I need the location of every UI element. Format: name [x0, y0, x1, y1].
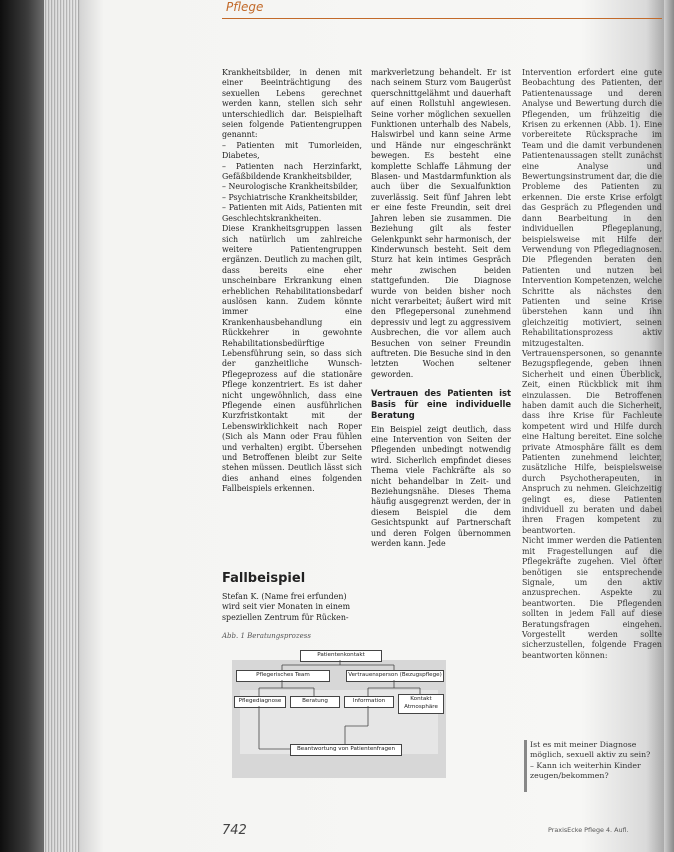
figure-diagram: [232, 646, 446, 781]
list-item: – Psychiatrische Krankheitsbilder,: [222, 192, 358, 202]
diagram-top-box: Patientenkontakt: [300, 650, 382, 662]
diagram-bottom-box: Beantwortung von Patientenfragen: [290, 744, 402, 756]
header-rule: [222, 4, 662, 19]
diagram-box: Information: [344, 696, 394, 708]
paragraph: Ein Beispiel zeigt deutlich, dass eine Intervention von Seiten der Pflegenden unbedingt notwendig wird. Sicherlich empfindet dieses Thema viele Fachkräfte als so nicht behandelbar in Zeit- und Beziehungsnähe. Dieses Thema häufig ausgegrenzt werden, der in diesem Beispiel die dem Gesichtspunkt auf Partnerschaft und deren Folgen übernommen werden kann. Jede: [371, 424, 511, 549]
question-box: [530, 740, 666, 782]
list-item: – Patienten mit Aids, Patienten mit Geschlechtskrankheiten.: [222, 203, 362, 223]
column-3: [522, 68, 662, 661]
fallbeispiel-heading: Fallbeispiel: [222, 571, 306, 586]
paragraph: Vertrauenspersonen, so genannte Bezugspflegende, geben ihnen Sicherheit und einen Überblick, Zeit, einen Rückblick mit ihm einzulassen. Die Betroffenen haben damit auch die Sicherheit, dass ihre Krise für Fachleute kompetent wird und Hilfe durch eine Haltung bereitet. Eine solche private Atmosphäre fällt es dem Patienten zunehmend leichter, zusätzliche Hilfe, beispielsweise durch Psychotherapeuten, in Anspruch zu nehmen. Gleichzeitig gelingt es, diese Patienten individuell zu beraten und dabei ihren Fragen kompetent zu beantworten.: [522, 348, 662, 535]
diagram-box: Beratung: [290, 696, 340, 708]
footer-text: PraxisEcke Pflege 4. Aufl.: [548, 826, 629, 834]
column-2: [371, 68, 511, 549]
page-number: 742: [222, 823, 247, 838]
paragraph: Intervention erfordert eine gute Beobachtung des Patienten, der Patientenaussage und deren Analyse und Bewertung durch die Pflegenden, um frühzeitig die Krisen zu erkennen (Abb. 1). Eine vorbereitete Rücksprache im Team und die damit verbundenen Patientenaussagen stellt zunächst eine Analyse und Bewertungsinstrument dar, die die Probleme des Patienten zu erkennen. Die erste Krise erfolgt das Gespräch zu Pflegenden und dann Bearbeitung in den individuellen Pflegeplanung, beispielsweise mit Hilfe der Verwendung von Pflegediagnosen. Die Pflegenden beraten den Patienten und nutzen bei Intervention Kompetenzen, welche Schritte als nächstes den Patienten und seine Krise überstehen kann und ihn gleichzeitig motiviert, seinen Rehabilitationsprozess aktiv mitzugestalten.: [522, 68, 662, 348]
figure-caption: Abb. 1 Beratungsprozess: [222, 632, 311, 640]
paragraph: Nicht immer werden die Patienten mit Fragestellungen auf die Pflegekräfte zugehen. Viel öfter benötigen sie entsprechende Signale, um den aktiv anzusprechen. Aspekte zu beantworten. Die Pflegenden sollten in jedem Fall auf diese Beratungsfragen eingehen. Vorgestellt werden sollte sicherzustellen, folgende Fragen beantworten können:: [522, 536, 662, 660]
diagram-left-group: Pflegerisches Team: [236, 670, 330, 682]
question: Ist es mit meiner Diagnose möglich, sexuell aktiv zu sein?: [530, 740, 651, 760]
question-box-bar: [524, 740, 527, 792]
paragraph: Krankheitsbilder, in denen mit einer Beeinträchtigung des sexuellen Lebens gerechnet werden kann, stellen sich sehr unterschiedlich dar. Beispielhaft seien folgende Patientengruppen genannt:: [222, 68, 362, 140]
diagram-right-group: Vertrauensperson (Bezugspflege): [346, 670, 444, 682]
fallbeispiel-text: Stefan K. (Name frei erfunden) wird seit vier Monaten in einem speziellen Zentrum für Rücken-: [222, 592, 351, 622]
subheading: Vertrauen des Patienten ist Basis für eine individuelle Beratung: [371, 388, 511, 420]
diagram-connectors: [232, 646, 446, 781]
paragraph: markverletzung behandelt. Er ist nach seinem Sturz vom Baugerüst querschnittgelähmt und dauerhaft auf einen Rollstuhl angewiesen. Seine vorher möglichen sexuellen Funktionen unterhalb des Nabels, Halswirbel und kann seine Arme und Hände nur eingeschränkt bewegen. Es besteht eine komplette Schlaffe Lähmung der Blasen- und Mastdarmfunktion als auch über die Sexualfunktion zuverlässig. Seit fünf Jahren lebt er eine feste Freundin, seit drei Jahren leben sie zusammen. Die Beziehung gilt als fester Gelenkpunkt sehr harmonisch, der Kinderwunsch besteht. Seit dem Sturz hat kein intimes Gespräch mehr zwischen beiden stattgefunden. Die Diagnose wurde von beiden bisher noch nicht verarbeitet; äußert wird mit den Pflegepersonal zunehmend depressiv und legt zu aggressivem Ausbrechen, die vor allem auch Besuchen von seiner Freundin auftreten. Die Besuche sind in den letzten Wochen seltener geworden.: [371, 68, 511, 379]
diagram-box: Kontakt Atmosphäre: [398, 694, 444, 714]
diagram-box: Pflegediagnose: [234, 696, 286, 708]
list-item: – Patienten mit Tumorleiden, Diabetes,: [222, 140, 362, 161]
section-header: Pflege: [226, 0, 264, 14]
paragraph: Diese Krankheitsgruppen lassen sich natürlich um zahlreiche weitere Patientengruppen ergänzen. Deutlich zu machen gilt, dass bereits eine eher unscheinbare Erkrankung einen erheblichen Rehabilitationsbedarf auslösen kann. Zudem könnte immer eine Krankenhausbehandlung ein Rückkehrer in gewohnte Rehabilitationsbedürftige Lebensführung sein, so dass sich der ganzheitliche Wunsch-Pflegeprozess auf die stationäre Pflege konzentriert. Es ist daher nicht ungewöhnlich, dass eine Pflegende einen ausführlichen Kurzfristkontakt mit der Lebenswirklichkeit nach Roper (Sich als Mann oder Frau fühlen und verhalten) ergibt. Übersehen und Betroffenen bleibt zur Seite stehen müssen. Deutlich lässt sich dies anhand eines folgenden Fallbeispiels erkennen.: [222, 224, 362, 494]
question: – Kann ich weiterhin Kinder zeugen/bekommen?: [530, 760, 641, 781]
column-1: [222, 68, 362, 495]
right-page-edge: [664, 0, 674, 852]
page-stack-edges: [44, 0, 84, 852]
list-item: – Patienten nach Herzinfarkt, Gefäßbildende Krankheitsbilder,: [222, 161, 362, 182]
list-item: – Neurologische Krankheitsbilder,: [222, 182, 359, 192]
